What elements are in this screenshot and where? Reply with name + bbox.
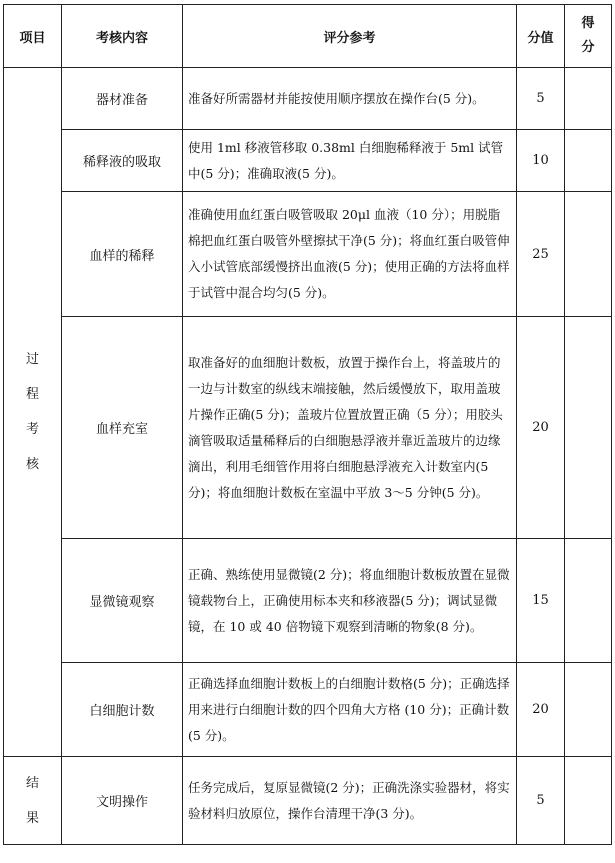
assessment-table bbox=[3, 4, 612, 845]
table-row bbox=[4, 317, 612, 539]
header-reference: 评分参考 bbox=[183, 5, 517, 68]
points-equipment-prep: 5 bbox=[517, 68, 565, 130]
reference-microscope: 正确、熟练使用显微镜(2 分)；将血细胞计数板放置在显微镜载物台上，正确使用标本夹和移液器(5 分)；调试显微镜，在 10 或 40 倍物镜下观察到清晰的物象(8 分)。 bbox=[183, 539, 517, 663]
header-score bbox=[565, 5, 612, 68]
table-row bbox=[4, 192, 612, 317]
reference-wbc-count: 正确选择血细胞计数板上的白细胞计数格(5 分)；正确选择用来进行白细胞计数的四个四角大方格 (10 分)；正确计数 (5 分)。 bbox=[183, 663, 517, 757]
header-score-line1: 得 bbox=[581, 16, 595, 31]
content-microscope: 显微镜观察 bbox=[62, 539, 183, 663]
score-blood-dilution[interactable] bbox=[565, 192, 612, 317]
reference-blood-dilution: 准确使用血红蛋白吸管吸取 20μl 血液（10 分）；用脱脂棉把血红蛋白吸管外壁擦拭干净(5 分)；将血红蛋白吸管伸入小试管底部缓慢挤出血液(5 分)；使用正确的方法将血样于试管中混合均匀(5 分)。 bbox=[183, 192, 517, 317]
score-diluent[interactable] bbox=[565, 130, 612, 192]
content-diluent: 稀释液的吸取 bbox=[62, 130, 183, 192]
content-equipment-prep: 器材准备 bbox=[62, 68, 183, 130]
table-row bbox=[4, 130, 612, 192]
reference-civil-operation: 任务完成后，复原显微镜(2 分)；正确洗涤实验器材，将实验材料归放原位，操作台清理干净(3 分)。 bbox=[183, 757, 517, 845]
points-wbc-count: 20 bbox=[517, 663, 565, 757]
points-blood-dilution: 25 bbox=[517, 192, 565, 317]
content-civil-operation: 文明操作 bbox=[62, 757, 183, 845]
points-chamber-fill: 20 bbox=[517, 317, 565, 539]
header-row bbox=[4, 5, 612, 68]
content-blood-dilution: 血样的稀释 bbox=[62, 192, 183, 317]
header-item: 项目 bbox=[4, 5, 62, 68]
score-equipment-prep[interactable] bbox=[565, 68, 612, 130]
table-row bbox=[4, 757, 612, 845]
score-wbc-count[interactable] bbox=[565, 663, 612, 757]
reference-chamber-fill: 取准备好的血细胞计数板，放置于操作台上，将盖玻片的一边与计数室的纵线末端接触，然后缓慢放下，取用盖玻片操作正确(5 分)；盖玻片位置放置正确（5 分）；用胶头滴管吸取适量稀释后的白细胞悬浮液并靠近盖玻片的边缘滴出，利用毛细管作用将白细胞悬浮液充入计数室内(5 分)；将血细胞计数板在室温中平放 3～5 分钟(5 分)。 bbox=[183, 317, 517, 539]
table-row bbox=[4, 68, 612, 130]
content-chamber-fill: 血样充室 bbox=[62, 317, 183, 539]
score-civil-operation[interactable] bbox=[565, 757, 612, 845]
points-microscope: 15 bbox=[517, 539, 565, 663]
header-content: 考核内容 bbox=[62, 5, 183, 68]
header-score-line2: 分 bbox=[581, 40, 595, 55]
table-row bbox=[4, 539, 612, 663]
points-civil-operation: 5 bbox=[517, 757, 565, 845]
score-chamber-fill[interactable] bbox=[565, 317, 612, 539]
header-points: 分值 bbox=[517, 5, 565, 68]
reference-equipment-prep: 准备好所需器材并能按使用顺序摆放在操作台(5 分)。 bbox=[183, 68, 517, 130]
score-microscope[interactable] bbox=[565, 539, 612, 663]
group-result: 结 果 bbox=[4, 757, 62, 845]
group-process: 过 程 考 核 bbox=[4, 68, 62, 757]
table-row bbox=[4, 663, 612, 757]
content-wbc-count: 白细胞计数 bbox=[62, 663, 183, 757]
reference-diluent: 使用 1ml 移液管移取 0.38ml 白细胞稀释液于 5ml 试管中(5 分)；准确取液(5 分)。 bbox=[183, 130, 517, 192]
points-diluent: 10 bbox=[517, 130, 565, 192]
